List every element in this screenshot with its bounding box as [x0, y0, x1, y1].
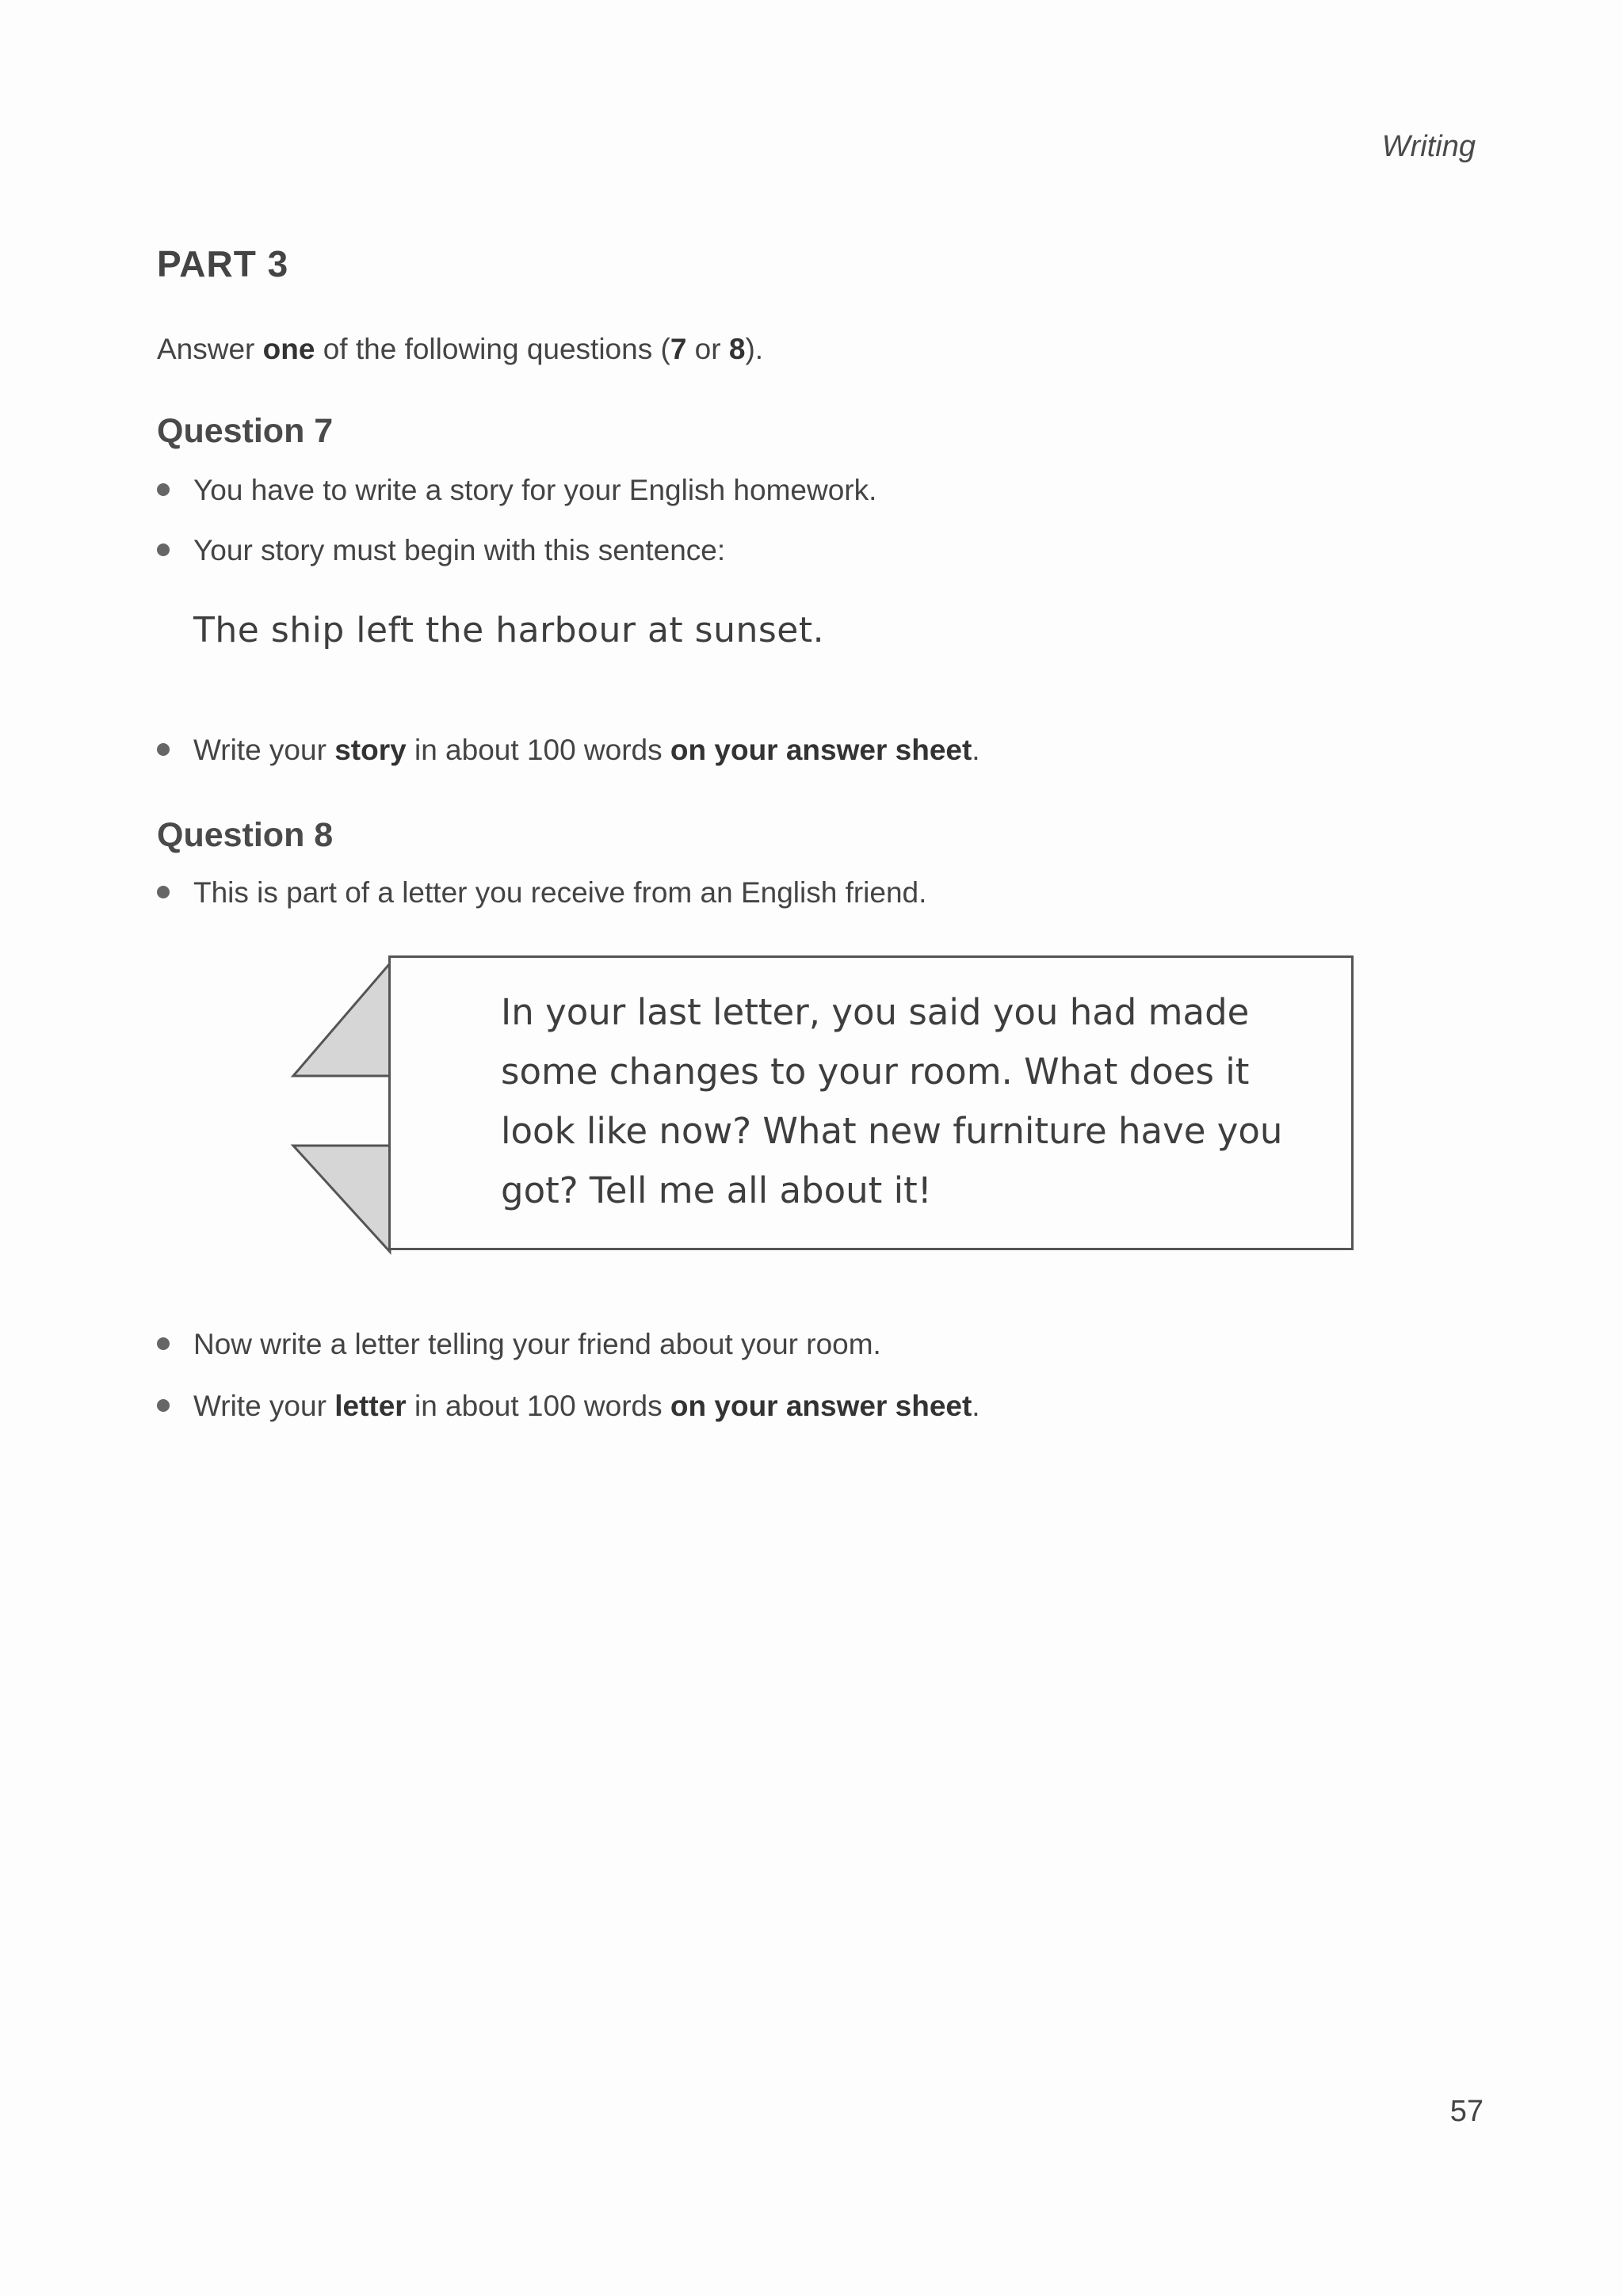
instruction-bold-seven: 7	[670, 333, 687, 365]
part-title: PART 3	[157, 243, 289, 284]
letter-line: In your last letter, you said you had made	[501, 991, 1250, 1033]
instruction-bold-eight: 8	[728, 333, 746, 365]
question-7-bullet-1-text: You have to write a story for your English homework.	[193, 474, 877, 506]
letter-line: got? Tell me all about it!	[501, 1169, 932, 1211]
question-7-bullet-3	[157, 734, 980, 767]
letter-line: some changes to your room. What does it	[501, 1051, 1250, 1093]
q8-b3-middle: in about 100 words	[406, 1390, 670, 1422]
page-number: 57	[1449, 2095, 1484, 2128]
bullet-icon	[157, 743, 170, 756]
question-7-bullet-1	[157, 474, 876, 507]
bullet-icon	[157, 1399, 170, 1412]
letter-line: look like now? What new furniture have you	[501, 1110, 1283, 1152]
story-opening-sentence: The ship left the harbour at sunset.	[193, 610, 825, 650]
question-8-bullet-1	[157, 876, 926, 910]
bullet-icon	[157, 1337, 170, 1350]
q7-b3-bold-sheet: on your answer sheet	[670, 734, 972, 766]
question-7-heading: Question 7	[157, 412, 334, 450]
q7-b3-suffix: .	[972, 734, 980, 766]
question-7-bullet-2-text: Your story must begin with this sentence:	[193, 534, 726, 566]
bullet-icon	[157, 543, 170, 556]
q7-b3-prefix: Write your	[193, 734, 335, 766]
letter-ribbon-icon	[288, 959, 393, 1260]
q7-b3-middle: in about 100 words	[406, 734, 670, 766]
question-8-bullet-3	[157, 1390, 980, 1423]
letter-excerpt	[501, 982, 1341, 1220]
instruction-suffix: ).	[745, 333, 764, 365]
section-label: Writing	[1381, 130, 1476, 163]
question-7-bullet-2	[157, 534, 725, 567]
question-8-heading: Question 8	[157, 816, 334, 854]
instruction-middle: of the following questions (	[315, 333, 670, 365]
question-8-bullet-1-text: This is part of a letter you receive from an English friend.	[193, 876, 927, 909]
question-8-bullet-2	[157, 1328, 881, 1361]
bullet-icon	[157, 886, 170, 898]
instruction-prefix: Answer	[157, 333, 263, 365]
instruction-or: or	[686, 333, 729, 365]
instruction-bold-one: one	[262, 333, 315, 365]
q8-b3-bold-sheet: on your answer sheet	[670, 1390, 972, 1422]
q8-b3-bold-letter: letter	[334, 1390, 407, 1422]
question-8-bullet-2-text: Now write a letter telling your friend about your room.	[193, 1328, 881, 1360]
q8-b3-suffix: .	[972, 1390, 980, 1422]
q7-b3-bold-story: story	[334, 734, 407, 766]
bullet-icon	[157, 483, 170, 496]
instruction-text	[157, 333, 763, 366]
q8-b3-prefix: Write your	[193, 1390, 335, 1422]
